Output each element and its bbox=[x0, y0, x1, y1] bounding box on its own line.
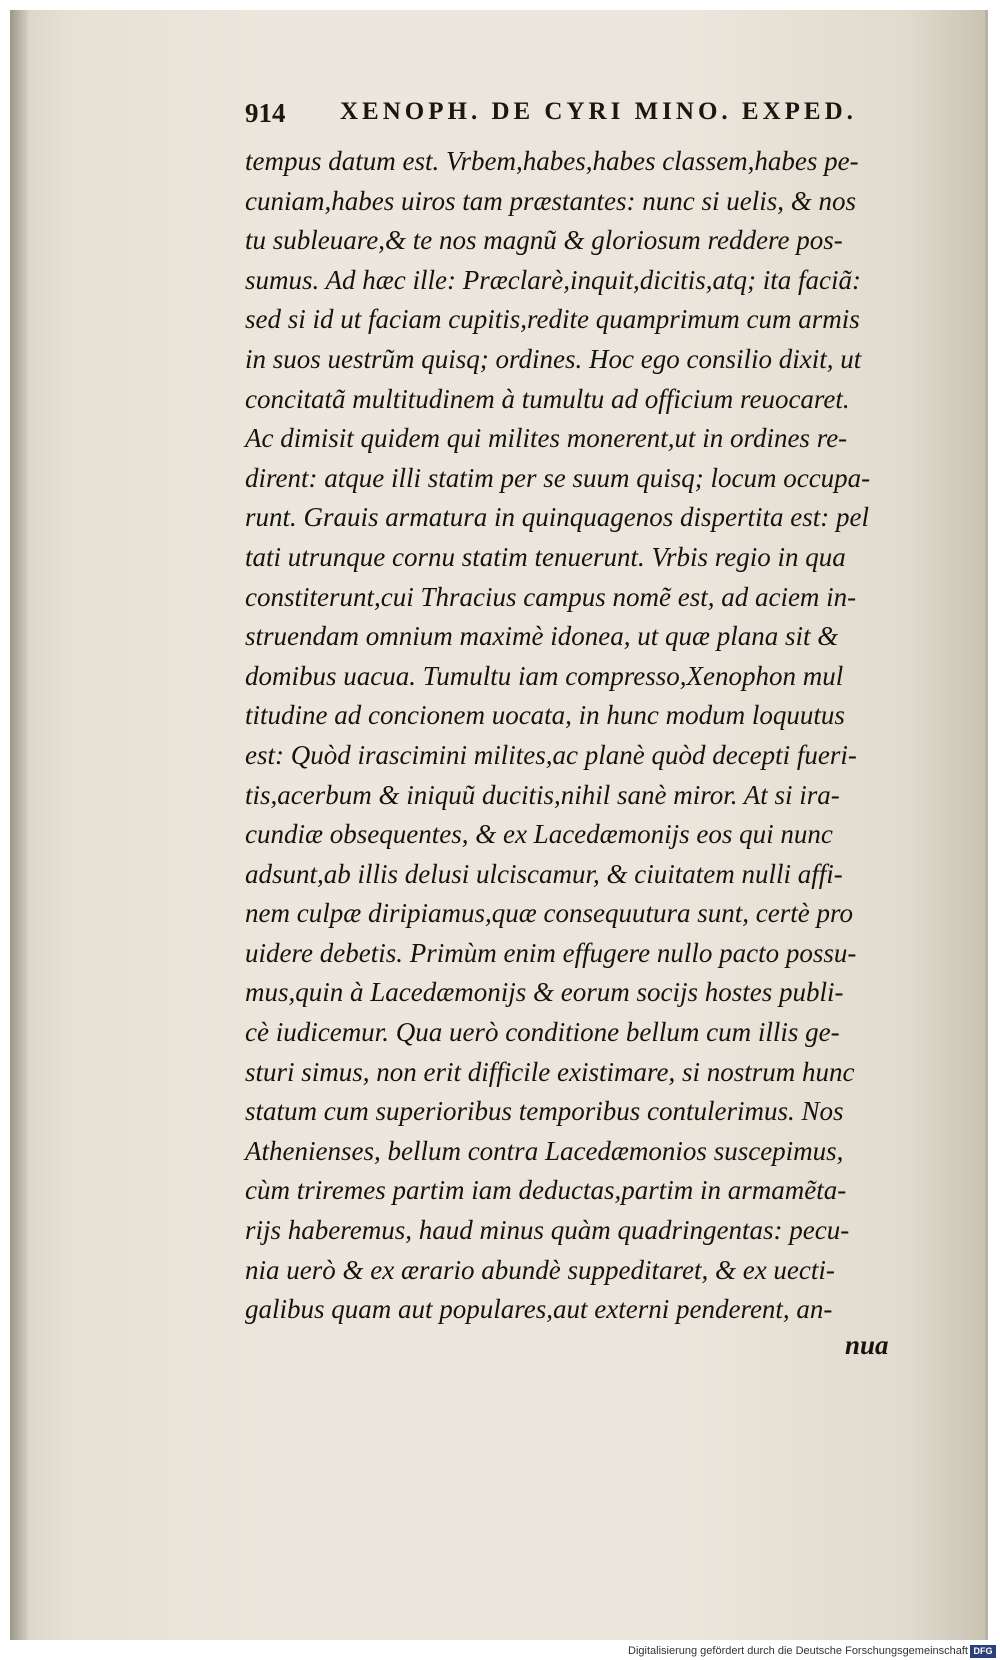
page-header bbox=[245, 98, 885, 138]
text-line: in suos uestrũm quisq; ordines. Hoc ego consilio dixit, ut bbox=[245, 343, 862, 374]
text-line: mus,quin à Lacedæmonijs & eorum socijs hostes publi- bbox=[245, 977, 844, 1008]
text-line: statum cum superioribus temporibus contulerimus. Nos bbox=[245, 1096, 844, 1127]
text-line: nia uerò & ex ærario abundè suppeditaret, & ex uecti- bbox=[245, 1254, 835, 1285]
text-line: cùm triremes partim iam deductas,partim in armamẽta- bbox=[245, 1175, 847, 1206]
text-line: galibus quam aut populares,aut externi penderent, an- bbox=[245, 1294, 833, 1325]
text-line: uidere debetis. Primùm enim effugere nullo pacto possu- bbox=[245, 937, 857, 968]
body-text bbox=[245, 142, 925, 1330]
page-gutter-shadow bbox=[10, 10, 28, 1640]
text-line: domibus uacua. Tumultu iam compresso,Xenophon mul bbox=[245, 660, 844, 691]
text-line: titudine ad concionem uocata, in hunc modum loquutus bbox=[245, 700, 845, 731]
running-head: XENOPH. DE CYRI MINO. EXPED. bbox=[340, 98, 857, 125]
text-line: est: Quòd irascimini milites,ac planè quòd decepti fueri- bbox=[245, 739, 857, 770]
text-line: cuniam,habes uiros tam præstantes: nunc si uelis, & nos bbox=[245, 185, 856, 216]
funding-credit: Digitalisierung gefördert durch die Deutsche Forschungsgemeinschaft bbox=[628, 1645, 968, 1657]
text-line: nem culpæ diripiamus,quæ consequutura sunt, certè pro bbox=[245, 898, 853, 929]
text-line: Ac dimisit quidem qui milites monerent,ut in ordines re- bbox=[245, 423, 848, 454]
text-line: tis,acerbum & iniquũ ducitis,nihil sanè miror. At si ira- bbox=[245, 779, 840, 810]
catchword: nua bbox=[845, 1330, 889, 1360]
digitization-footer bbox=[0, 1644, 1000, 1660]
text-line: constiterunt,cui Thracius campus nomẽ est, ad aciem in- bbox=[245, 581, 857, 612]
text-line: tempus datum est. Vrbem,habes,habes classem,habes pe- bbox=[245, 146, 859, 176]
text-line: Athenienses, bellum contra Lacedæmonios suscepimus, bbox=[245, 1135, 844, 1166]
text-line: struendam omnium maximè idonea, ut quæ plana sit & bbox=[245, 621, 839, 652]
page-number: 914 bbox=[245, 98, 286, 128]
text-line: sed si id ut faciam cupitis,redite quamprimum cum armis bbox=[245, 304, 860, 335]
text-line: tu subleuare,& te nos magnũ & gloriosum reddere pos- bbox=[245, 225, 843, 256]
text-line: runt. Grauis armatura in quinquagenos dispertita est: pel bbox=[245, 502, 870, 533]
text-line: cè iudicemur. Qua uerò conditione bellum cum illis ge- bbox=[245, 1017, 840, 1048]
text-line: sturi simus, non erit difficile existimare, si nostrum hunc bbox=[245, 1056, 855, 1087]
text-line: cundiæ obsequentes, & ex Lacedæmonijs eos qui nunc bbox=[245, 819, 833, 850]
text-line: sumus. Ad hæc ille: Præclarè,inquit,dicitis,atq; ita faciã: bbox=[245, 264, 861, 295]
text-line: concitatã multitudinem à tumultu ad officium reuocaret. bbox=[245, 383, 850, 414]
text-line: tati utrunque cornu statim tenuerunt. Vrbis regio in qua bbox=[245, 541, 846, 572]
text-line: dirent: atque illi statim per se suum quisq; locum occupa- bbox=[245, 462, 871, 493]
dfg-logo: DFG bbox=[970, 1645, 996, 1658]
text-line: adsunt,ab illis delusi ulciscamur, & ciuitatem nulli affi- bbox=[245, 858, 843, 889]
text-line: rijs haberemus, haud minus quàm quadringentas: pecu- bbox=[245, 1215, 850, 1246]
